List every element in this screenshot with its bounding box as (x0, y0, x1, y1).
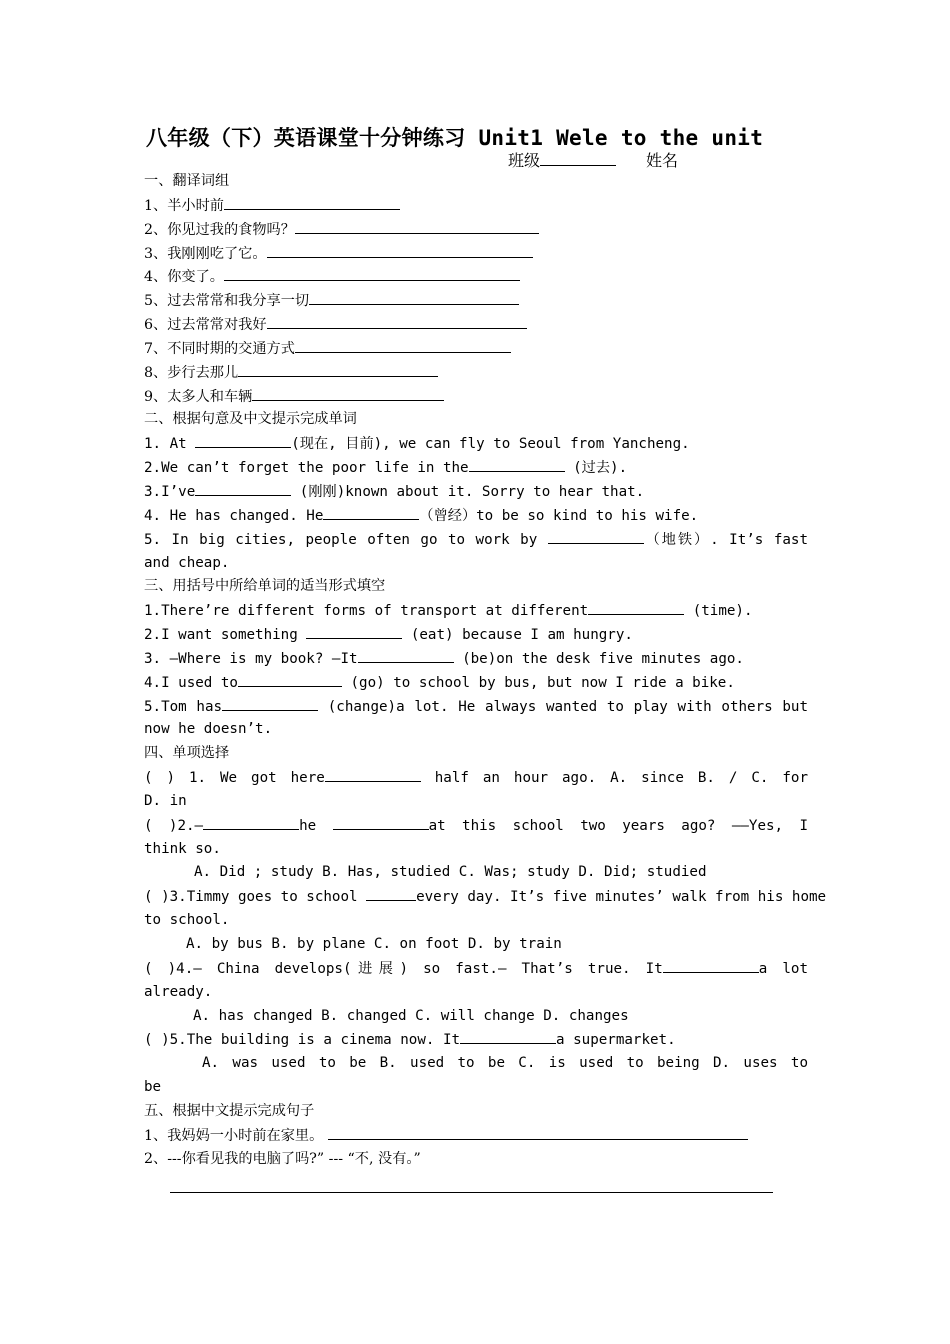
section-3-heading: 三、用括号中所给单词的适当形式填空 (144, 578, 386, 595)
section-2-heading: 二、根据句意及中文提示完成单词 (144, 411, 357, 428)
class-label: 班级 (508, 151, 541, 170)
sec2-q2: 2.We can’t forget the poor life in the (过去). (144, 456, 808, 480)
name-label: 姓名 (646, 151, 679, 170)
answer-blank[interactable] (224, 194, 400, 210)
sec5-q1: 1、我妈妈一小时前在家里。 (144, 1124, 808, 1148)
sec3-q2: 2.I want something (eat) because I am hungry. (144, 623, 808, 647)
answer-blank[interactable] (328, 1124, 748, 1140)
answer-blank[interactable] (663, 957, 759, 973)
sec3-q5-cont: now he doesn’t. (144, 721, 273, 738)
answer-blank[interactable] (306, 623, 402, 639)
sec3-q4: 4.I used to (go) to school by bus, but now I ride a bike. (144, 671, 808, 695)
section-1-heading: 一、翻译词组 (144, 173, 230, 189)
sec1-item-1: 1、半小时前 (144, 194, 808, 218)
answer-blank[interactable] (238, 671, 342, 687)
sec4-q5-options: A. was used to be B. used to be C. is used to being D. uses to (202, 1055, 808, 1072)
sec2-q3: 3.I’ve (刚刚)known about it. Sorry to hear that. (144, 480, 808, 504)
sec4-q5: ( )5.The building is a cinema now. It a supermarket. (144, 1028, 808, 1052)
answer-blank[interactable] (295, 337, 511, 353)
sec4-q3: ( )3.Timmy goes to school every day. It’s five minutes’ walk from his home (144, 885, 808, 909)
class-blank[interactable] (540, 151, 616, 166)
answer-blank[interactable] (548, 528, 644, 544)
sec2-q4: 4. He has changed. He （曾经）to be so kind to his wife. (144, 504, 808, 528)
sec4-q1-cont: D. in (144, 792, 187, 809)
sec1-item-3: 3、我刚刚吃了它。 (144, 242, 808, 266)
answer-blank[interactable] (325, 766, 421, 782)
answer-blank[interactable] (195, 432, 291, 448)
answer-blank[interactable] (252, 385, 444, 401)
answer-blank[interactable] (333, 814, 429, 830)
sec3-q1: 1.There’re different forms of transport at different (time). (144, 599, 808, 623)
sec1-item-7: 7、不同时期的交通方式 (144, 337, 808, 361)
sec2-q1: 1. At (现在, 目前), we can fly to Seoul from Yancheng. (144, 432, 808, 456)
answer-blank[interactable] (460, 1028, 556, 1044)
sec2-q5: 5. In big cities, people often go to work by （地铁）. It’s fast (144, 528, 808, 552)
sec1-item-6: 6、过去常常对我好 (144, 313, 808, 337)
sec3-q5: 5.Tom has (change)a lot. He always wanted to play with others but (144, 695, 808, 719)
worksheet-body (144, 170, 827, 1171)
sec1-item-9: 9、太多人和车辆 (144, 385, 808, 409)
answer-blank[interactable] (203, 814, 299, 830)
answer-blank[interactable] (238, 361, 438, 377)
sec5-q2: 2、---你看见我的电脑了吗?” --- “不, 没有。” (144, 1150, 421, 1167)
sec2-q5-cont: and cheap. (144, 554, 230, 571)
section-4-heading: 四、单项选择 (144, 745, 230, 762)
answer-blank[interactable] (323, 504, 419, 520)
answer-blank[interactable] (224, 265, 520, 281)
sec1-item-5: 5、过去常常和我分享一切 (144, 289, 808, 313)
answer-blank[interactable] (267, 313, 527, 329)
answer-blank[interactable] (195, 480, 291, 496)
sec4-q2: ( )2.— he at this school two years ago? ——Yes, I (144, 814, 808, 838)
sec4-q3-options: A. by bus B. by plane C. on foot D. by train (186, 936, 562, 952)
sec4-q2-cont: think so. (144, 840, 221, 857)
sec3-q3: 3. —Where is my book? —It (be)on the desk five minutes ago. (144, 647, 808, 671)
answer-blank[interactable] (295, 218, 539, 234)
answer-blank[interactable] (469, 456, 565, 472)
sec1-item-8: 8、步行去那儿 (144, 361, 808, 385)
sec4-q2-options: A. Did ; study B. Has, studied C. Was; study D. Did; studied (194, 864, 707, 881)
sec4-q1: ( ) 1. We got here half an hour ago. A. since B. / C. for (144, 766, 808, 790)
section-5-heading: 五、根据中文提示完成句子 (144, 1102, 315, 1119)
sec4-q3-cont: to school. (144, 912, 230, 929)
sec1-item-2: 2、你见过我的食物吗？ (144, 218, 808, 242)
sec4-q4-cont: already. (144, 983, 213, 1000)
page-title: 八年级（下）英语课堂十分钟练习 Unit1 Wele to the unit (146, 126, 764, 150)
class-name-line (508, 148, 678, 171)
answer-blank[interactable] (222, 695, 318, 711)
answer-blank[interactable] (358, 647, 454, 663)
answer-blank[interactable] (267, 242, 533, 258)
answer-blank[interactable] (366, 885, 416, 901)
answer-blank[interactable] (588, 599, 684, 615)
sec1-item-4: 4、你变了。 (144, 265, 808, 289)
sec4-q4: ( )4.— China develops(进展) so fast.— That’s true. It a lot (144, 957, 808, 981)
sec5-q2-answer-line[interactable] (170, 1192, 773, 1193)
answer-blank[interactable] (309, 289, 519, 305)
sec4-q5-cont: be (144, 1079, 162, 1096)
sec4-q4-options: A. has changed B. changed C. will change D. changes (193, 1007, 629, 1024)
